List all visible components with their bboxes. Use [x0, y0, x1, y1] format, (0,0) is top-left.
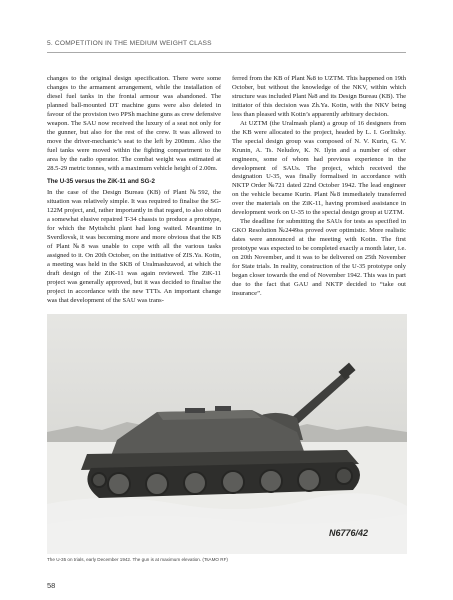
running-header: [0, 0, 453, 58]
left-text-column: [47, 75, 221, 306]
running-header-title: 5. COMPETITION IN THE MEDIUM WEIGHT CLASS: [47, 40, 212, 47]
left-paragraph-2: In the case of the Design Bureau (KB) of Plant №592, the situation was relatively simple. It was required to finalise the SG-122M project, and, rather importantly in that regard, to also obtain a somewhat elusive repaired T-34 chassis to produce a prototype, for which the Mytishchi plant had long waited. Meantime in Sverdlovsk, it was becoming more and more obvious that the KB of Plant №8 was unable to cope with all the various tasks assigned to it. On 20th October, on the initiative of ZIS.Ya. Kotin, a meeting was held in the SKB of Uralmashzavod, at which the draft design of the ZiK-11 was again reviewed. The ZiK-11 project was generally approved, but it was decided to finalise the project in accordance with the new TTTs. An important change was that development of the SAU was trans-: [47, 189, 221, 304]
right-paragraph-2: At UZTM (the Uralmash plant) a group of 16 designers from the KB were allocated to the project, headed by L. I. Gorlitsky. The special design group was composed of N. V. Kurin, G. V. Krunin, A. Ts. Neludov, K. N. Ilyin and a number of other engineers, some of whom had previous experience in the development of SAUs. The project, which received the designation U-35, was finally formalised in accordance with NKTP Order №721 dated 22nd October 1942. The lead engineer on the vehicle became Kurin. Plant №8 immediately transferred over the materials on the ZiK-11, having promised assistance in development work on U-35 to the special design group at UZTM.: [232, 119, 406, 217]
right-paragraph-3: The deadline for submitting the SAUs for tests as specified in GKO Resolution №2449ss proved over optimistic. More realistic dates were announced at the meeting with Kotin. The first prototype was expected to be completed exactly a month later, i.e. on 20th November, and it was to be delivered on 25th November for State trials. In reality, construction of the U-35 prototype only began closer towards the end of November 1942. This was in part due to the fact that GAU and NKTP decided to “take out insurance”.: [232, 218, 406, 297]
right-paragraph-1: ferred from the KB of Plant №8 to UZTM. This happened on 19th October, but without the knowledge of the NKV, within which structure was included Plant №8 and its Design Bureau (KB). The initiator of this decision was Zh.Ya. Kotin, with the NKV being less than pleased with Kotin’s apparently arbitrary decision.: [232, 75, 406, 118]
photo-marking: N6776/42: [329, 528, 369, 538]
left-paragraph-1: changes to the original design specification. There were some changes to the armament arrangement, while the installation of diesel fuel tanks in the frontal armour was abandoned. The planned ball-mounted DT machine guns were also deleted in favour of the provision two PPSh machine guns as crew defensive weapon. The SAU now received the luxury of a seat not only for the gunner, but also for the rest of the crew. It was allowed to move the driver-mechanic’s seat to the left by 200mm. Also the fuel tanks were moved within the fighting compartment to the area by the radio operator. The combat weight was estimated at 28.5-29 metric tonnes, with a maximum vehicle height of 2.00m.: [47, 75, 221, 172]
right-text-column: [232, 75, 406, 299]
vehicle-photograph: [47, 314, 407, 554]
section-subheading: The U-35 versus the ZiK-11 and SG-2: [47, 178, 155, 186]
page-number: 58: [47, 581, 56, 590]
photo-caption: The U-35 on trials, early December 1942. The gun is at maximum elevation. (TsAMO RF): [47, 557, 228, 562]
header-divider: [47, 52, 406, 53]
vehicle-photo-illustration: [47, 314, 407, 554]
